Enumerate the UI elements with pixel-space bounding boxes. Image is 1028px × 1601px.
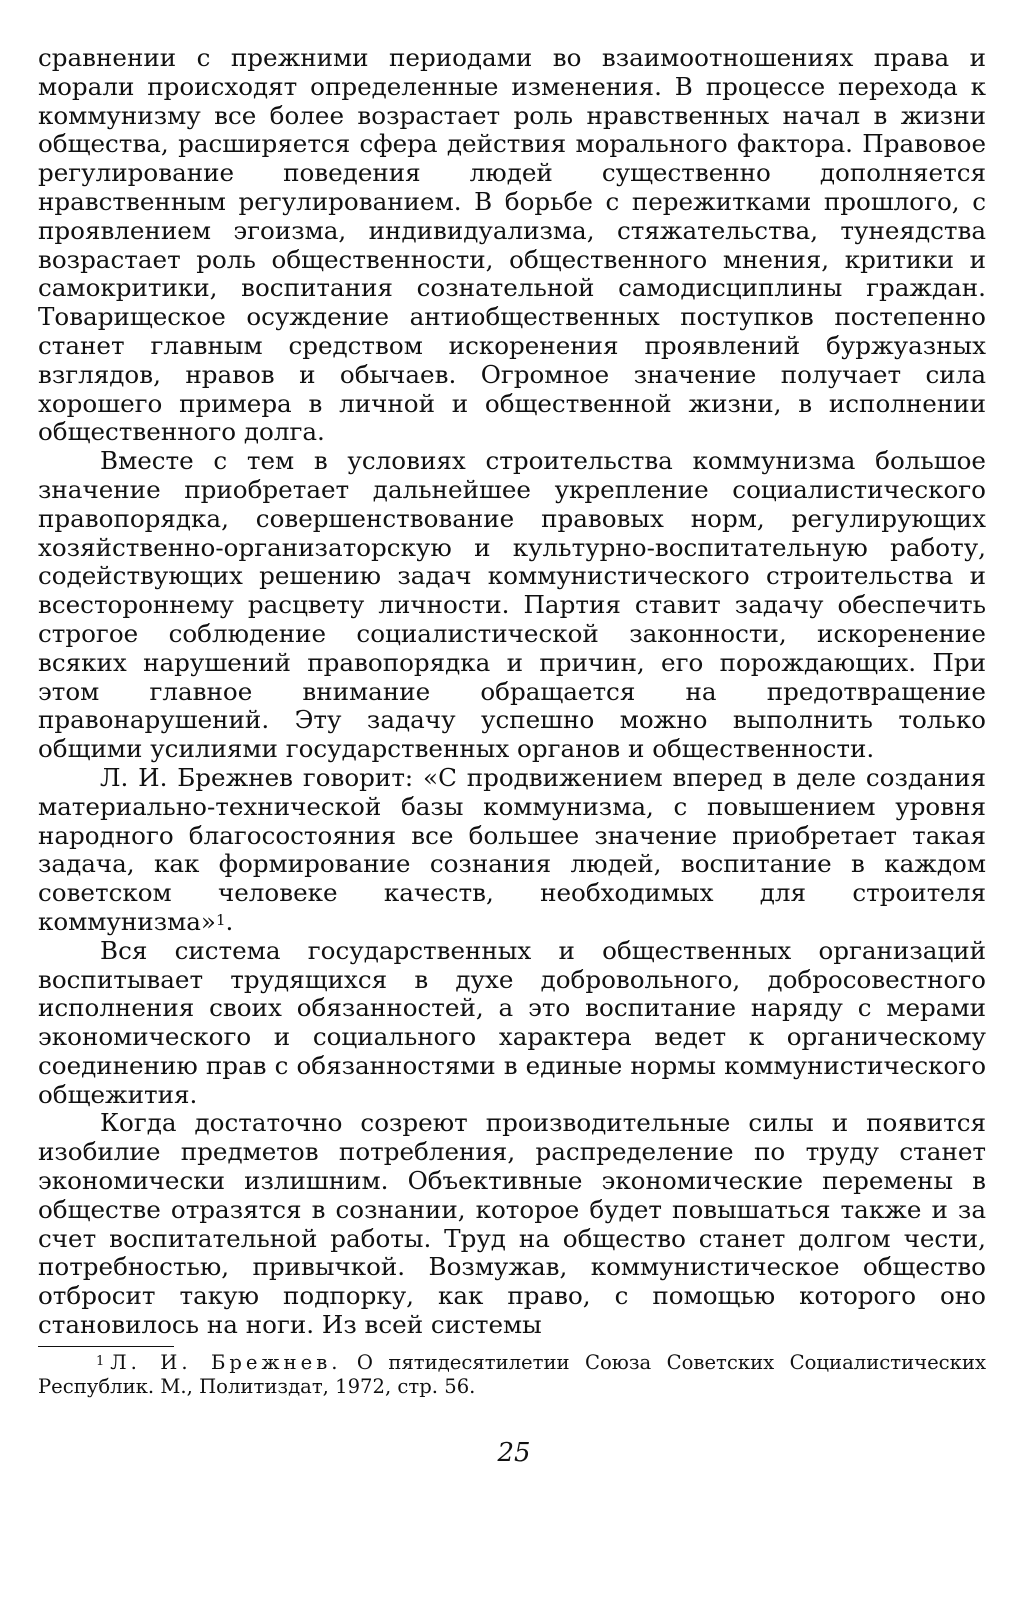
paragraph-4 <box>38 937 986 1110</box>
paragraph-3-tail: . <box>225 906 234 936</box>
paragraph-4-text: Вся система государственных и общественных организаций воспитывает трудящихся в духе добровольного, добросовестного исполнения своих обязанностей, а это воспитание наряду с мерами экономического и социального характера ведет к органическому соединению прав с обязанностями в единые нормы коммунистического общежития. <box>38 935 986 1109</box>
paragraph-5 <box>38 1109 986 1339</box>
footnote-reference: 1 <box>215 910 226 929</box>
paragraph-5-text: Когда достаточно созреют производительные силы и появится изобилие предметов потребления, распределение по труду станет экономически излишним. Объективные экономические перемены в обществе отразятся в сознании, которое будет повышаться также и за счет воспитательной работы. Труд на общество станет долгом чести, потребностью, привычкой. Возмужав, коммунистическое общество отбросит такую подпорку, как право, с помощью которого оно становилось на ноги. Из всей системы <box>38 1108 986 1340</box>
footnote-mark: 1 <box>96 1353 105 1369</box>
paragraph-2 <box>38 447 986 764</box>
paragraph-2-text: Вместе с тем в условиях строительства коммунизма большое значение приобретает дальнейшее укрепление социалистического правопорядка, совершенствование правовых норм, регулирующих хозяйственно-организаторскую и культурно-воспитательную работу, содействующих решению задач коммунистического строительства и всестороннему расцвету личности. Партия ставит задачу обеспечить строгое соблюдение социалистической законности, искоренение всяких нарушений правопорядка и причин, его порождающих. При этом главное внимание обращается на предотвращение правонарушений. Эту задачу успешно можно выполнить только общими усилиями государственных органов и общественности. <box>38 446 986 764</box>
footnote-author: Л. И. Брежнев. <box>110 1350 342 1374</box>
paragraph-1-text: сравнении с прежними периодами во взаимоотношениях права и морали происходят определенные изменения. В процессе перехода к коммунизму все более возрастает роль нравственных начал в жизни общества, расширяется сфера действия морального фактора. Правовое регулирование поведения людей существенно дополняется нравственным регулированием. В борьбе с пережитками прошлого, с проявлением эгоизма, индивидуализма, стяжательства, тунеядства возрастает роль общественности, общественного мнения, критики и самокритики, воспитания сознательной самодисциплины граждан. Товарищеское осуждение антиобщественных поступков постепенно станет главным средством искоренения проявлений буржуазных взглядов, нравов и обычаев. Огромное значение получает сила хорошего примера в личной и общественной жизни, в исполнении общественного долга. <box>38 43 986 447</box>
page-body <box>38 44 986 1399</box>
footnote-divider <box>38 1346 174 1347</box>
page-number: 25 <box>497 1438 531 1468</box>
footnote <box>38 1351 986 1399</box>
paragraph-1 <box>38 44 986 447</box>
footnote-text: О пятидесятилетии Союза Советских Социалистических Республик. М., Политиздат, 1972, стр. 56. <box>38 1350 987 1398</box>
paragraph-3 <box>38 764 986 937</box>
paragraph-3-text: Л. И. Брежнев говорит: «С продвижением вперед в деле создания материально-технической базы коммунизма, с повышением уровня народного благосостояния все большее значение приобретает такая задача, как формирование сознания людей, воспитание в каждом советском человеке качеств, необходимых для строителя коммунизма» <box>38 762 986 936</box>
